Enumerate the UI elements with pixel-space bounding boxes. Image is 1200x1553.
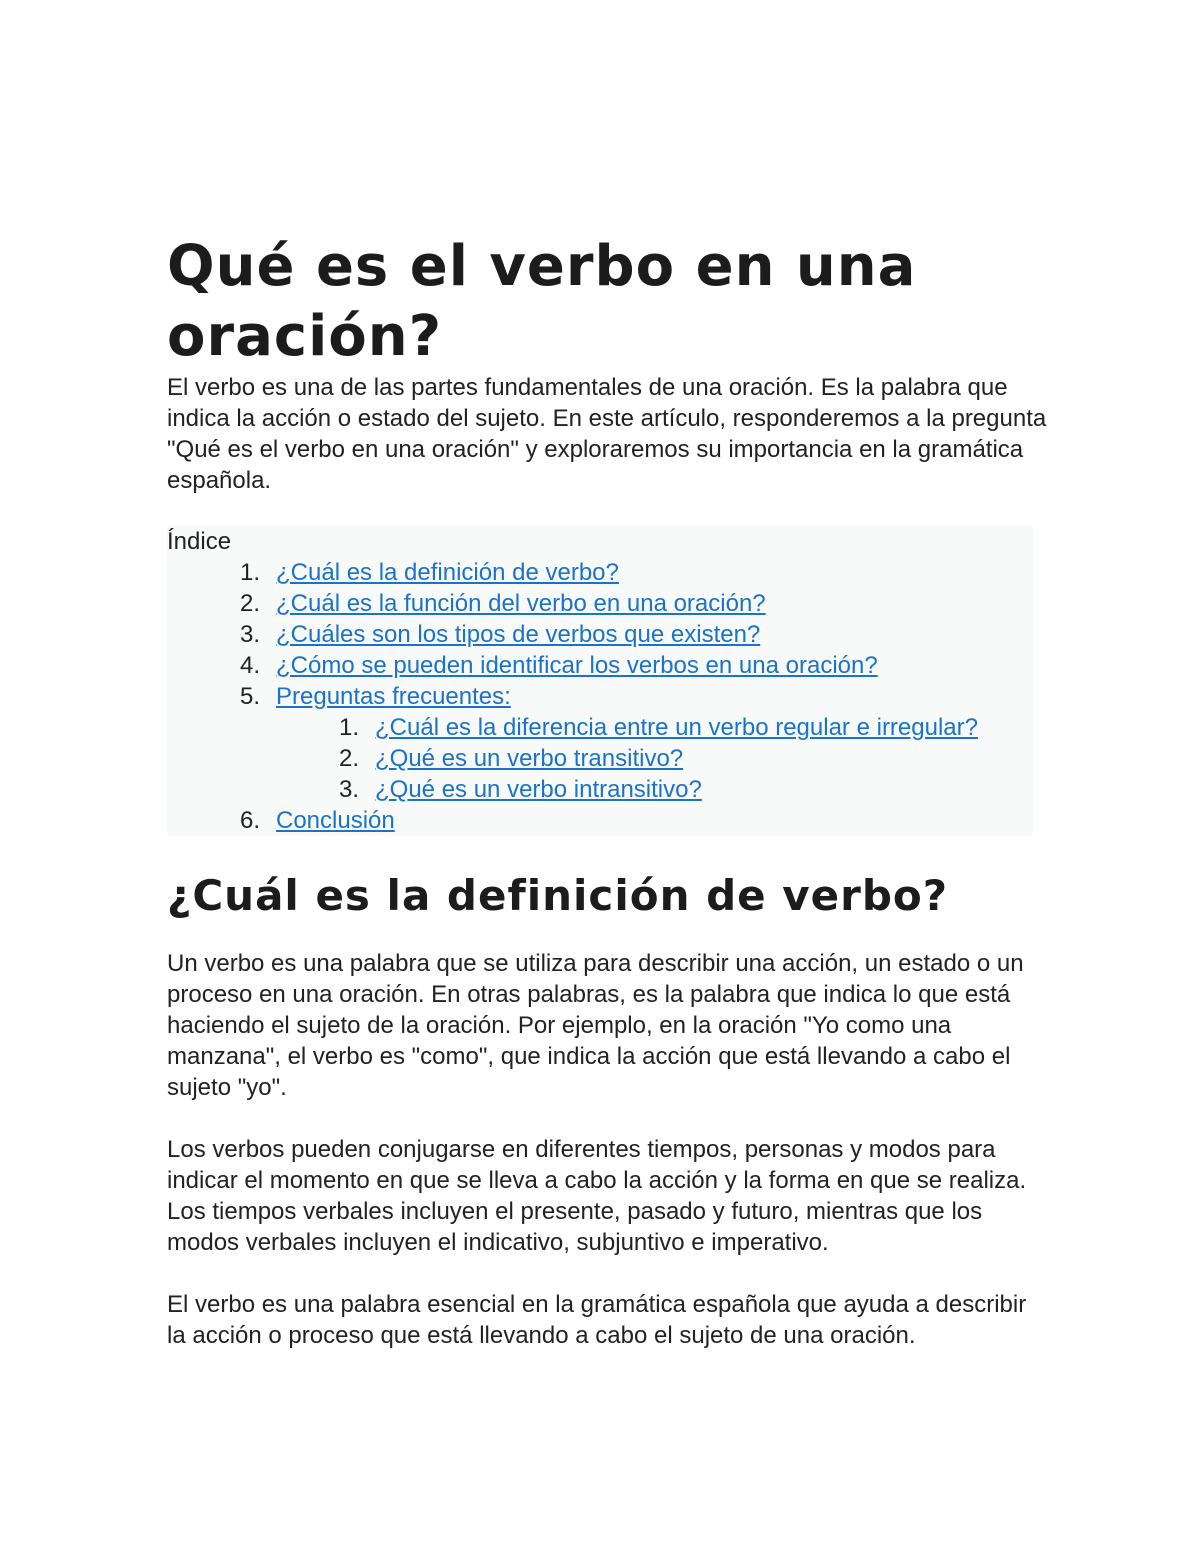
section-paragraph: El verbo es una palabra esencial en la gramática española que ayuda a describir la acción o proceso que está llevando a cabo el sujeto de una oración. <box>167 1291 1027 1349</box>
toc-subitem <box>167 743 1033 774</box>
toc-item <box>167 619 1033 650</box>
toc-link-definicion[interactable]: ¿Cuál es la definición de verbo? <box>276 559 619 586</box>
toc-item-number: 6. <box>240 807 261 834</box>
toc-link-tipos[interactable]: ¿Cuáles son los tipos de verbos que existen? <box>276 621 761 648</box>
toc-link-identificar[interactable]: ¿Cómo se pueden identificar los verbos en una oración? <box>276 652 878 679</box>
toc-subitem <box>167 712 1033 743</box>
toc-subitem <box>167 774 1033 805</box>
section-paragraph: Un verbo es una palabra que se utiliza para describir una acción, un estado o un proceso en una oración. En otras palabras, es la palabra que indica lo que está haciendo el sujeto de la oración. Por ejemplo, en la oración "Yo como una manzana", el verbo es "como", que indica la acción que está llevando a cabo el sujeto "yo". <box>167 950 1024 1101</box>
toc-item-number: 3. <box>240 621 261 648</box>
toc-title: Índice <box>167 528 232 555</box>
toc-subitem-number: 1. <box>339 714 360 741</box>
toc-item <box>167 557 1033 588</box>
toc-link-intransitivo[interactable]: ¿Qué es un verbo intransitivo? <box>375 776 702 803</box>
toc-item <box>167 588 1033 619</box>
toc-subitem-number: 3. <box>339 776 360 803</box>
page-title: Qué es el verbo en una oración? <box>167 234 917 369</box>
toc-list <box>167 557 1033 836</box>
toc-link-transitivo[interactable]: ¿Qué es un verbo transitivo? <box>375 745 684 772</box>
section-paragraph: Los verbos pueden conjugarse en diferentes tiempos, personas y modos para indicar el momento en que se lleva a cabo la acción y la forma en que se realiza. Los tiempos verbales incluyen el presente, pasado y futuro, mientras que los modos verbales incluyen el indicativo, subjuntivo e imperativo. <box>167 1136 1027 1256</box>
section-heading: ¿Cuál es la definición de verbo? <box>167 871 949 920</box>
toc-item <box>167 805 1033 836</box>
toc-item <box>167 681 1033 712</box>
toc-item-number: 2. <box>240 590 261 617</box>
toc-item <box>167 650 1033 681</box>
table-of-contents <box>167 526 1033 836</box>
toc-subitem-number: 2. <box>339 745 360 772</box>
document-page <box>167 232 1047 1351</box>
toc-link-funcion[interactable]: ¿Cuál es la función del verbo en una oración? <box>276 590 766 617</box>
intro-paragraph: El verbo es una de las partes fundamentales de una oración. Es la palabra que indica la acción o estado del sujeto. En este artículo, responderemos a la pregunta "Qué es el verbo en una oración" y exploraremos su importancia en la gramática española. <box>167 374 1047 494</box>
toc-item-number: 5. <box>240 683 261 710</box>
toc-link-preguntas[interactable]: Preguntas frecuentes: <box>276 683 511 710</box>
paragraph-gap <box>167 1258 1047 1289</box>
toc-item-number: 4. <box>240 652 261 679</box>
toc-link-regular-irregular[interactable]: ¿Cuál es la diferencia entre un verbo regular e irregular? <box>375 714 978 741</box>
toc-link-conclusion[interactable]: Conclusión <box>276 807 395 834</box>
paragraph-gap <box>167 1103 1047 1134</box>
toc-item-number: 1. <box>240 559 261 586</box>
